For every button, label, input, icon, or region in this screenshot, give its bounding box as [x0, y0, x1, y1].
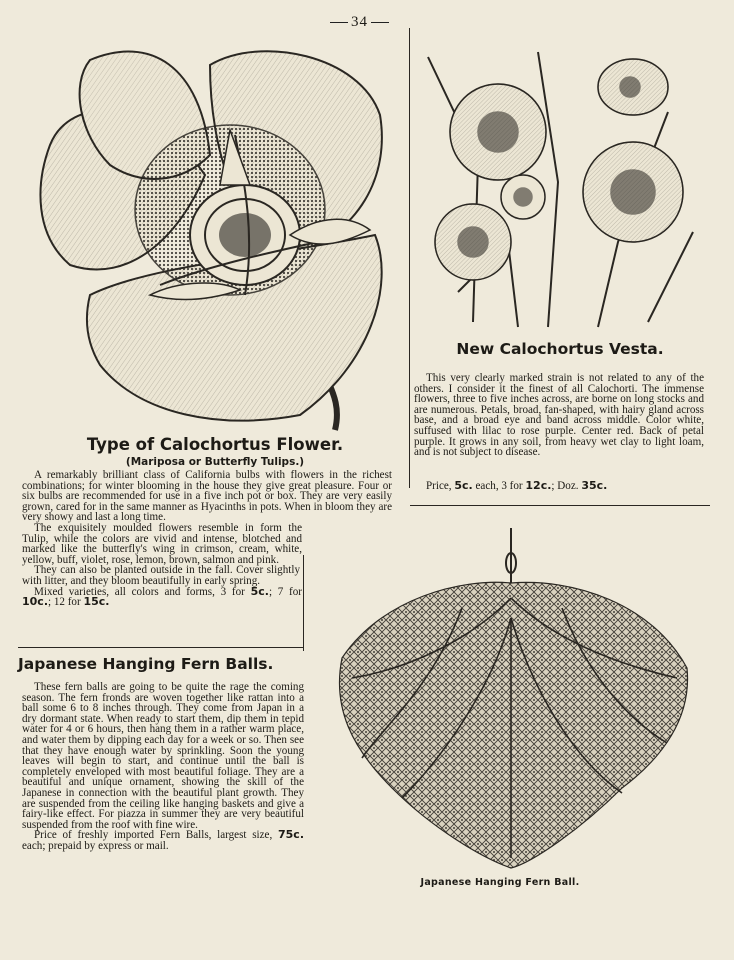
- calochortus-type-price: [22, 584, 302, 609]
- fern-body: [22, 682, 304, 852]
- vesta-description-text: This very clearly marked strain is not related to any of the others. I consider it the finest of all Calochorti. The immense flowers, three to five inches across, are borne on long stocks and are numerous. Petals, broad, fan-shaped, with hairy gland across base, and a broad eye and band across middle. Color white, suffused with lilac to rose purple. Center red. Back of petal purple. It grows in any soil, from heavy wet clay to light loam, and is not subject to disease.: [414, 372, 704, 459]
- vesta-description: [414, 373, 704, 458]
- calochortus-price-12-label: ; 12 for: [48, 596, 81, 609]
- vesta-price-3: 12c.: [525, 479, 552, 492]
- fern-price-text: Price of freshly imported Fern Balls, largest size,: [34, 829, 273, 842]
- calochortus-price-7-label: ; 7 for: [268, 585, 302, 598]
- column-divider-top: [409, 28, 410, 488]
- calochortus-price-text: Mixed varieties, all colors and forms, 3 for: [34, 585, 245, 598]
- fern-ball-illustration: [322, 528, 700, 870]
- fern-description: These fern balls are going to be quite the rage the coming season. The fern fronds are woven together like rattan into a ball some 6 to 8 inches through. They come from Japan in a dry dormant state. When ready to start them, dip them in tepid water for 4 or 6 hours, then hang them in a rather warm place, and water them by dipping each day for a week or so. Then see that they have enough water by sprinkling. Soon the young leaves will begin to start, and continue until the ball is completely enveloped with most beautiful foliage. They are a beautiful and unique ornament, showing the skill of the Japanese in connection with the beautiful plant growth. They are suspended from the ceiling like hanging baskets and give a fairy-like effect. For piazza in summer they are very beautiful suspended from the roof with fine wire.: [22, 681, 304, 831]
- vesta-price-label: Price,: [426, 480, 452, 492]
- calochortus-price-7: 10c.: [22, 595, 49, 609]
- vesta-price-each-label: each, 3 for: [475, 480, 523, 492]
- section-divider-left: [18, 647, 304, 648]
- section-divider-right: [410, 505, 710, 506]
- page-number: 34: [330, 14, 389, 31]
- vesta-price-doz-label: ; Doz.: [551, 480, 579, 492]
- calochortus-vesta-illustration: [418, 42, 703, 332]
- fern-title: Japanese Hanging Fern Balls.: [18, 655, 274, 673]
- calochortus-price-12: 15c.: [83, 595, 110, 609]
- calochortus-price-3: 5c.: [250, 584, 269, 598]
- fern-caption: Japanese Hanging Fern Ball.: [420, 877, 580, 888]
- calochortus-type-para2: The exquisitely moulded flowers resemble in form the Tulip, while the colors are vivid and intense, blotched and marked like the butterfly's wing in crimson, cream, white, yellow, buff, violet, rose, lemon, brown, salmon and pink.: [22, 521, 302, 566]
- fern-price-value: 75c.: [277, 828, 304, 842]
- calochortus-flower-illustration: [30, 35, 395, 435]
- calochortus-type-title: Type of Calochortus Flower.: [86, 435, 344, 454]
- calochortus-type-para1: A remarkably brilliant class of California bulbs with flowers in the richest combinations; for winter blooming in the house they give great pleasure. Four or six bulbs are recommended for use in a five inch pot or box. They are very easily grown, cared for in the same manner as Hyacinths in pots. When in bloom they are very showy and last a long time.: [22, 469, 392, 524]
- calochortus-type-para3: They can also be planted outside in the fall. Cover slightly with litter, and they bloom beautifully in early spring.: [22, 564, 300, 587]
- fern-price-suffix: each; prepaid by express or mail.: [22, 839, 169, 852]
- vesta-title: New Calochortus Vesta.: [456, 340, 664, 358]
- vesta-price: [426, 481, 706, 492]
- fern-price: [22, 830, 304, 851]
- vesta-price-doz: 35c.: [581, 479, 608, 492]
- vesta-price-each: 5c.: [454, 479, 473, 492]
- calochortus-type-subtitle: (Mariposa or Butterfly Tulips.): [125, 456, 305, 468]
